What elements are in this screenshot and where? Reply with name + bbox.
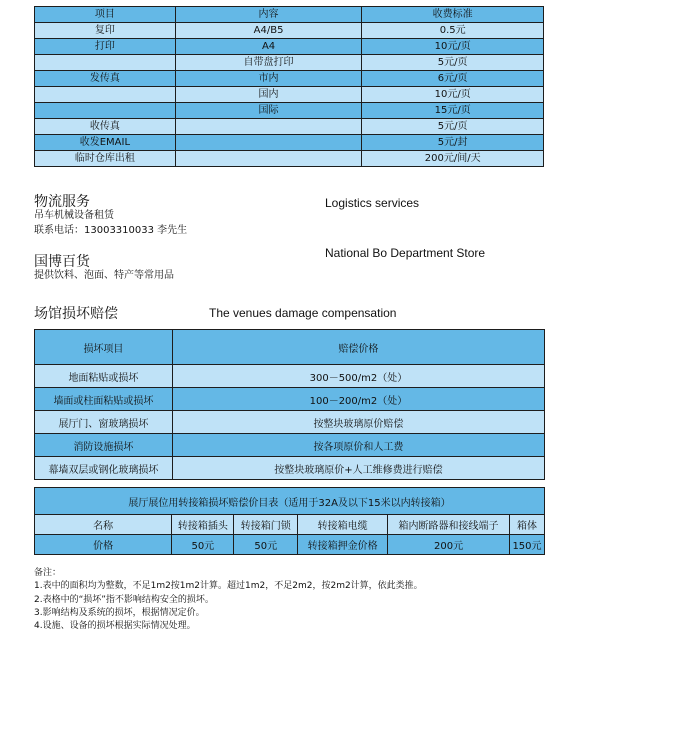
adapter-price-lock: 50元 [234,535,298,555]
fee-item: 收传真 [35,119,176,135]
store-line-1: 提供饮料、泡面、特产等常用品 [34,270,174,281]
fee-item: 收发EMAIL [35,135,176,151]
damage-header-row [35,330,545,365]
fee-content: A4/B5 [175,23,362,39]
fee-content: 市内 [175,71,362,87]
notes-title: 备注： [34,568,62,578]
damage-item: 幕墙双层或钢化玻璃损坏 [35,457,173,480]
fee-content [175,151,362,167]
service-fee-table [34,6,544,167]
adapter-price-body: 150元 [509,535,544,555]
fee-content [175,119,362,135]
fee-content: 国内 [175,87,362,103]
logistics-line-1: 吊车机械设备租赁 [34,210,114,221]
fee-header-price: 收费标准 [362,7,544,23]
fee-header-row [35,7,544,23]
damage-header-item: 损坏项目 [35,330,173,365]
table-row [35,23,544,39]
fee-price: 200元/间/天 [362,151,544,167]
table-row [35,457,545,480]
fee-price: 0.5元 [362,23,544,39]
fee-price: 15元/页 [362,103,544,119]
logistics-title-en: Logistics services [325,196,420,210]
fee-price: 5元/页 [362,119,544,135]
fee-item: 发传真 [35,71,176,87]
table-row [35,434,545,457]
table-row [35,39,544,55]
table-row [35,135,544,151]
fee-item: 临时仓库出租 [35,151,176,167]
adapter-header-cable: 转接箱电缆 [298,515,388,535]
adapter-header-name: 名称 [35,515,172,535]
fee-item: 打印 [35,39,176,55]
damage-item: 消防设施损坏 [35,434,173,457]
damage-item: 墙面或柱面粘贴或损坏 [35,388,173,411]
fee-content: 国际 [175,103,362,119]
adapter-price-plug: 50元 [172,535,234,555]
adapter-header-row [35,515,545,535]
note-item: 2.表格中的“损坏”指不影响结构安全的损坏。 [34,594,214,605]
fee-price: 5元/页 [362,55,544,71]
fee-content [175,135,362,151]
table-row [35,365,545,388]
table-row [35,87,544,103]
damage-price: 按整块玻璃原价+人工维修费进行赔偿 [172,457,544,480]
adapter-price-breaker: 200元 [388,535,510,555]
damage-price: 按各项原价和人工费 [172,434,544,457]
fee-price: 10元/页 [362,87,544,103]
notes [34,567,423,633]
fee-item: 复印 [35,23,176,39]
fee-content: 自带盘打印 [175,55,362,71]
adapter-header-lock: 转接箱门锁 [234,515,298,535]
table-row [35,151,544,167]
damage-title: 场馆损坏赔偿 [34,306,118,322]
store-title-en: National Bo Department Store [325,246,486,260]
damage-price: 100－200/m2（处） [172,388,544,411]
logistics-line-2: 联系电话：13003310033 李先生 [34,225,188,236]
table-row [35,103,544,119]
table-row [35,71,544,87]
table-row [35,55,544,71]
fee-content: A4 [175,39,362,55]
adapter-price-cable: 转接箱押金价格 [298,535,388,555]
adapter-caption-row [35,488,545,515]
damage-item: 展厅门、窗玻璃损坏 [35,411,173,434]
note-item: 1.表中的面积均为整数，不足1m2按1m2计算。超过1m2，不足2m2，按2m2计算，依此类推。 [34,581,423,592]
damage-item: 地面粘贴或损坏 [35,365,173,388]
note-item: 3.影响结构及系统的损坏，根据情况定价。 [34,607,205,618]
fee-item [35,103,176,119]
damage-header-price: 赔偿价格 [172,330,544,365]
note-item: 4.设施、设备的损坏根据实际情况处理。 [34,621,196,632]
table-row [35,388,545,411]
adapter-price-label: 价格 [35,535,172,555]
store-title: 国博百货 [34,254,90,270]
fee-header-item: 项目 [35,7,176,23]
damage-table [34,329,545,480]
fee-item [35,55,176,71]
fee-item [35,87,176,103]
damage-price: 300－500/m2（处） [172,365,544,388]
fee-price: 10元/页 [362,39,544,55]
adapter-box-table [34,487,545,555]
logistics-title: 物流服务 [34,194,90,210]
adapter-header-plug: 转接箱插头 [172,515,234,535]
adapter-table-caption: 展厅展位用转接箱损坏赔偿价目表（适用于32A及以下15米以内转接箱） [35,488,545,515]
fee-header-content: 内容 [175,7,362,23]
adapter-header-breaker: 箱内断路器和接线端子 [388,515,510,535]
table-row [35,119,544,135]
adapter-price-row [35,535,545,555]
table-row [35,411,545,434]
damage-title-en: The venues damage compensation [209,306,397,320]
fee-price: 5元/封 [362,135,544,151]
damage-price: 按整块玻璃原价赔偿 [172,411,544,434]
fee-price: 6元/页 [362,71,544,87]
adapter-header-body: 箱体 [509,515,544,535]
